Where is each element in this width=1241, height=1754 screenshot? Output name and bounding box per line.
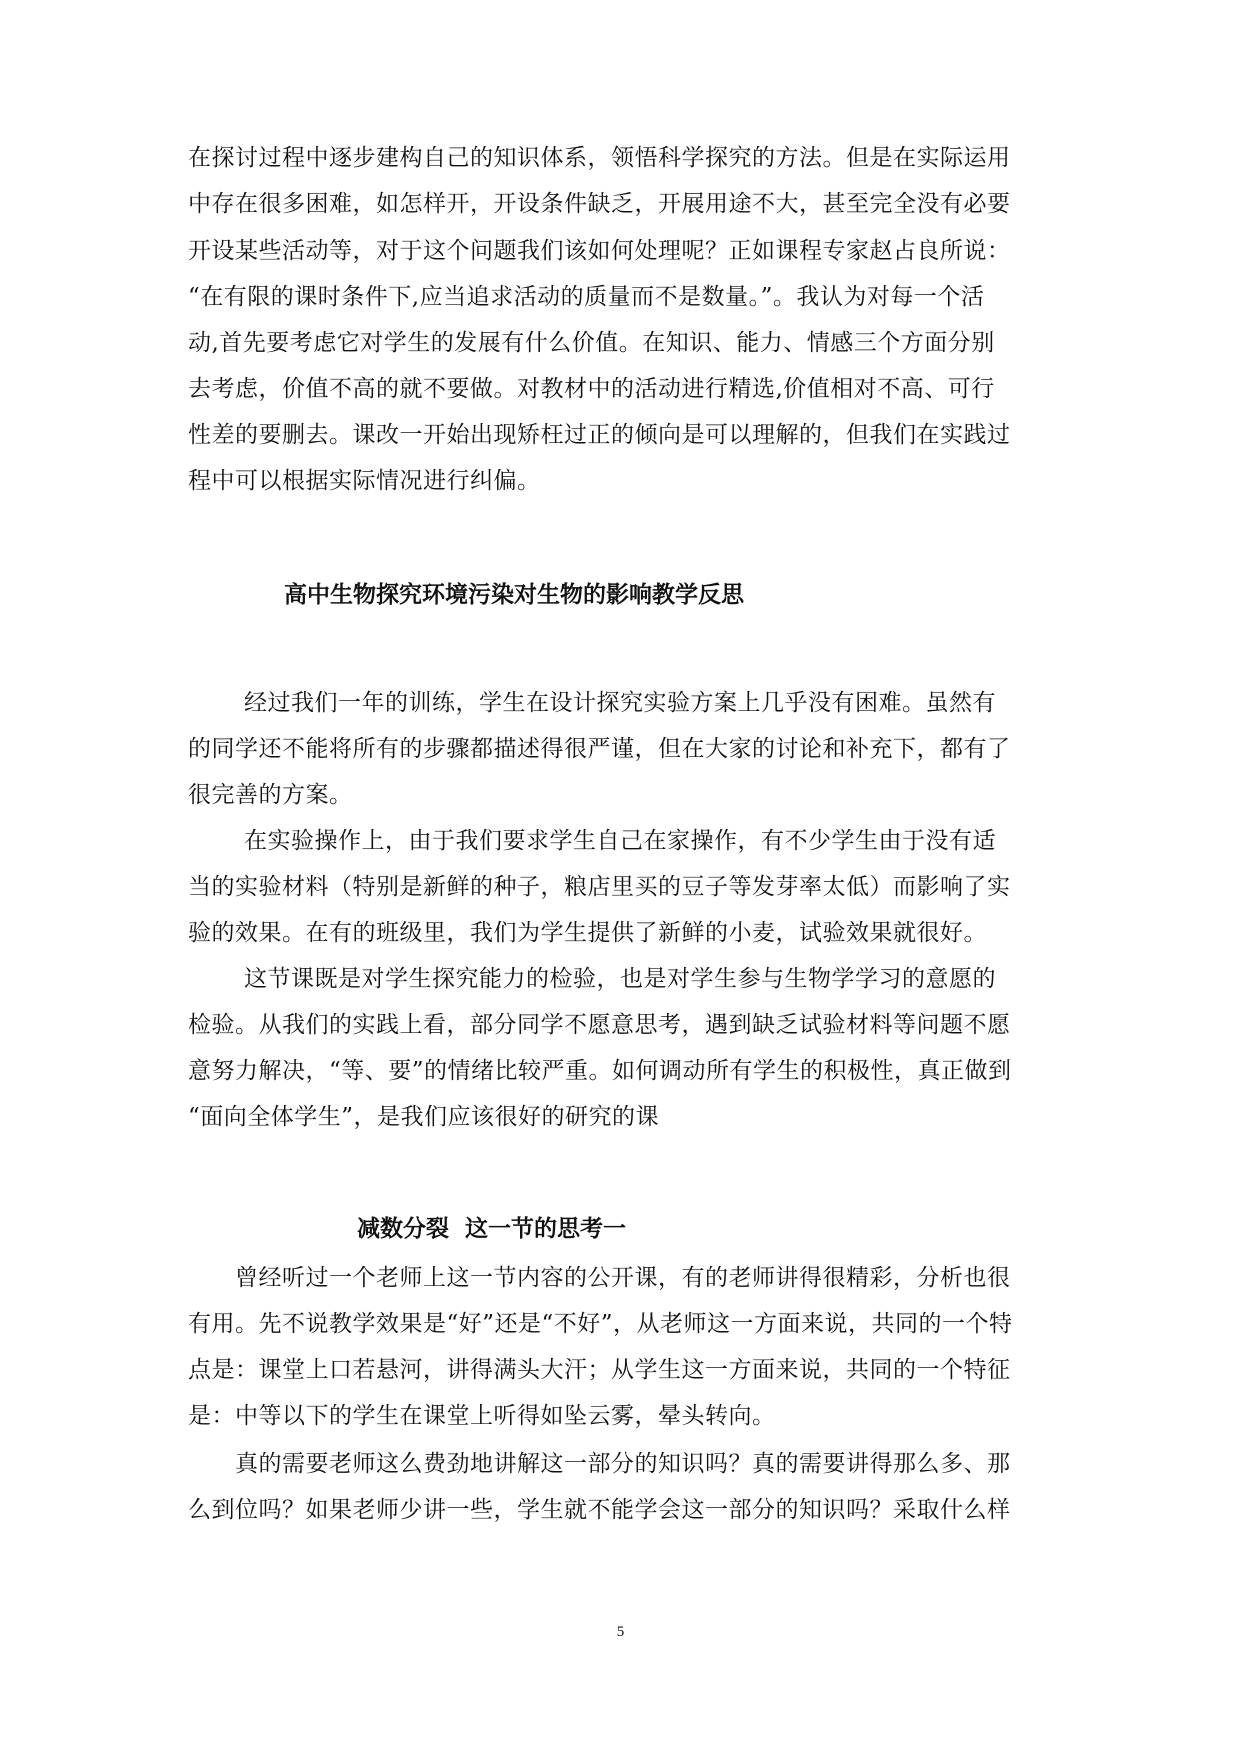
paragraph-line: 么到位吗？如果老师少讲一些，学生就不能学会这一部分的知识吗？采取什么样 (188, 1497, 1011, 1523)
paragraph-line: 经过我们一年的训练，学生在设计探究实验方案上几乎没有困难。虽然有 (244, 690, 996, 716)
paragraph-line: 检验。从我们的实践上看，部分同学不愿意思考，遇到缺乏试验材料等问题不愿 (188, 1012, 1011, 1038)
page-number: 5 (616, 1624, 625, 1640)
paragraph-line: 在探讨过程中逐步建构自己的知识体系，领悟科学探究的方法。但是在实际运用 (188, 145, 1011, 171)
section-heading: 减数分裂 这一节的思考一 (357, 1216, 627, 1242)
paragraph-line: 这节课既是对学生探究能力的检验，也是对学生参与生物学学习的意愿的 (244, 966, 996, 992)
paragraph-line: 的同学还不能将所有的步骤都描述得很严谨，但在大家的讨论和补充下，都有了 (188, 736, 1011, 762)
section-heading: 高中生物探究环境污染对生物的影响教学反思 (284, 582, 744, 608)
paragraph-line: 中存在很多困难，如怎样开，开设条件缺乏，开展用途不大，甚至完全没有必要 (188, 191, 1011, 217)
paragraph-line: 开设某些活动等，对于这个问题我们该如何处理呢？正如课程专家赵占良所说： (188, 238, 1011, 264)
paragraph-line: 程中可以根据实际情况进行纠偏。 (188, 468, 541, 494)
paragraph-line: 去考虑，价值不高的就不要做。对教材中的活动进行精选,价值相对不高、可行 (188, 376, 995, 402)
paragraph-line: “在有限的课时条件下,应当追求活动的质量而不是数量。”。我认为对每一个活 (188, 284, 985, 310)
paragraph-line: “面向全体学生”，是我们应该很好的研究的课 (188, 1104, 660, 1130)
paragraph-line: 当的实验材料（特别是新鲜的种子，粮店里买的豆子等发芽率太低）而影响了实 (188, 874, 1011, 900)
paragraph-line: 在实验操作上，由于我们要求学生自己在家操作，有不少学生由于没有适 (244, 828, 996, 854)
paragraph-line: 点是：课堂上口若悬河，讲得满头大汗；从学生这一方面来说，共同的一个特征 (188, 1357, 1011, 1383)
paragraph-line: 真的需要老师这么费劲地讲解这一部分的知识吗？真的需要讲得那么多、那 (235, 1451, 1011, 1477)
paragraph-line: 很完善的方案。 (188, 782, 353, 808)
paragraph-line: 性差的要删去。课改一开始出现矫枉过正的倾向是可以理解的，但我们在实践过 (188, 422, 1011, 448)
paragraph-line: 动,首先要考虑它对学生的发展有什么价值。在知识、能力、情感三个方面分别 (188, 330, 995, 356)
paragraph-line: 验的效果。在有的班级里，我们为学生提供了新鲜的小麦，试验效果就很好。 (188, 920, 987, 946)
paragraph-line: 意努力解决，“等、要”的情绪比较严重。如何调动所有学生的积极性，真正做到 (188, 1058, 1012, 1084)
paragraph-line: 有用。先不说教学效果是“好”还是“不好”，从老师这一方面来说，共同的一个特 (188, 1311, 1013, 1337)
paragraph-line: 是：中等以下的学生在课堂上听得如坠云雾，晕头转向。 (188, 1403, 776, 1429)
paragraph-line: 曾经听过一个老师上这一节内容的公开课，有的老师讲得很精彩，分析也很 (235, 1265, 1011, 1291)
